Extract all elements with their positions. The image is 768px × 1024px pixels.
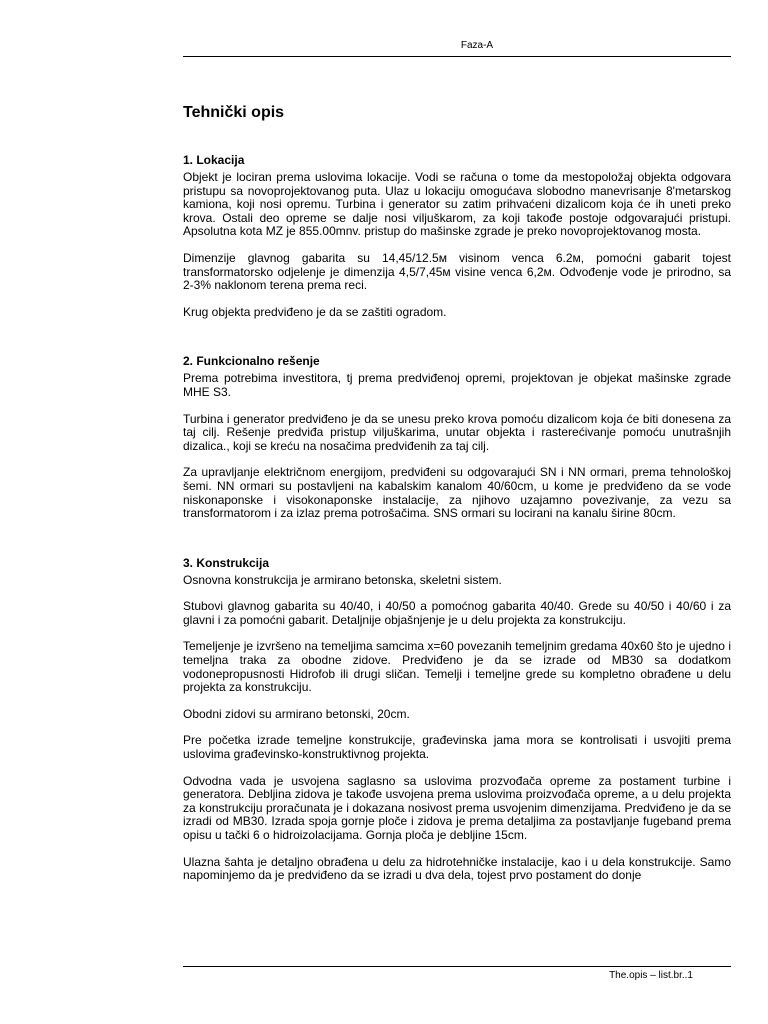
paragraph: Ulazna šahta je detaljno obrađena u delu za hidrotehničke instalacije, kao i u dela konstrukcije. Samo napominjemo da je predviđeno da se izradi u dva dela, tojest prvo postament do donje	[183, 854, 731, 883]
paragraph: Stubovi glavnog gabarita su 40/40, i 40/50 a pomoćnog gabarita 40/40. Grede su 40/50 i 40/60 i za glavni i za pomoćni gabarit. Detaljnije objašnjenje je u delu projekta za konstrukciju.	[183, 599, 731, 627]
section-konstrukcija	[183, 556, 731, 883]
paragraph: Objekt je lociran prema uslovima lokacije. Vodi se računa o tome da mestopoložaj objekta odgovara pristupu sa novoprojektovanog puta. Ulaz u lokaciju omogućava slobodno manevrisanje 8'metarskog kamiona, koji nosi opremu. Turbina i generator su zatim prihvaćeni dizalicom koja će ih uneti preko krova. Ostali deo opreme se dalje nosi viljuškarom, za koji takođe postoje odgovarajući pristupi. Apsolutna kota MZ je 855.00mnv. pristup do mašinske zgrade je preko novoprojektovanog mosta.	[183, 170, 731, 239]
paragraph: Pre početka izrade temeljne konstrukcije, građevinska jama mora se kontrolisati i usvojiti prema uslovima građevinsko-konstruktivnog projekta.	[183, 733, 731, 762]
paragraph: Turbina i generator predviđeno je da se unesu preko krova pomoću dizalicom koja će biti donesena za taj cilj. Rešenje predviđa pristup viljuškarima, unutar objekta i rasterećivanje pomoću unutrašnjih dizalica., koji se kreću na nosačima predviđenih za taj cilj.	[183, 411, 731, 453]
paragraph: Osnovna konstrukcija je armirano betonska, skeletni sistem.	[183, 572, 502, 587]
section-lokacija	[183, 153, 731, 319]
footer-text: The.opis – list.br..1	[609, 970, 693, 981]
paragraph: Krug objekta predviđeno je da se zaštiti ogradom.	[183, 304, 447, 319]
section-heading: 1. Lokacija	[183, 153, 245, 167]
paragraph: Odvodna vada je usvojena saglasno sa uslovima prozvođača opreme za postament turbine i generatora. Debljina zidova je takođe usvojena prema uslovima proizvođača opreme, a u delu projekta za konstrukciju proračunata je i dokazana nosivost prema usvojenim dimenzijama. Predviđeno je da se izradi od MB30. Izrada spoja gornje ploče i zidova je prema detaljima za postavljanje fugeband prema opisu u tački 6 o hidroizolacijama. Gornja ploča je debljine 15cm.	[183, 773, 731, 842]
paragraph: Obodni zidovi su armirano betonski, 20cm.	[183, 706, 410, 721]
header-text: Faza-A	[460, 40, 494, 51]
section-funkcionalno-resenje	[183, 354, 731, 520]
section-heading: 2. Funkcionalno rešenje	[183, 354, 320, 369]
paragraph: Dimenzije glavnog gabarita su 14,45/12.5м visinom venca 6.2м, pomoćni gabarit tojest transformatorsko odjelenje je dimenzija 4,5/7,45м visine venca 6,2м. Odvođenje vode je prirodno, sa 2-3% naklonom terena prema reci.	[183, 250, 731, 293]
paragraph: Za upravljanje električnom energijom, predviđeni su odgovarajući SN i NN ormari, prema tehnološkoj šemi. NN ormari su postavljeni na kabalskim kanalom 40/60cm, u kome je predviđeno da se vode niskonaponske i visokonaponske instalacije, za njihovo uzajamno povezivanje, za vezu sa transformatorom i za izlaz prema potrošačima. SNS ormari su locirani na kanalu širine 80cm.	[183, 465, 731, 521]
page-header	[183, 38, 731, 57]
section-heading: 3. Konstrukcija	[183, 555, 270, 570]
document-body	[183, 101, 731, 896]
document-title: Tehnički opis	[183, 104, 285, 121]
paragraph: Temeljenje je izvršeno na temeljima samcima x=60 povezanih temeljnim gredama 40x60 što je ujedno i temeljna traka za obodne zidove. Predviđeno je da se izrade od MB30 sa dodatkom vodonepropusnosti Hidrofob ili drugi sličan. Temelji i temeljne grede su kompletno obrađene u delu projekta za konstrukciju.	[183, 639, 731, 695]
page-footer	[183, 966, 731, 987]
paragraph: Prema potrebima investitora, tj prema predviđenoj opremi, projektovan je objekat mašinske zgrade MHE S3.	[183, 371, 731, 399]
